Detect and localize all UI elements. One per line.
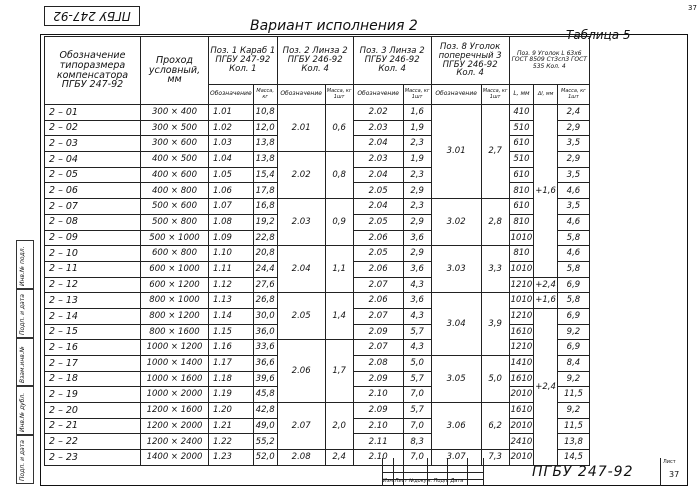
cell-poz9-mass: 4,6 [557,246,589,262]
cell-poz9-l: 810 [509,246,534,262]
cell-poz9-l: 1210 [509,277,534,293]
cell-designation: 2 – 04 [45,152,141,168]
cell-poz8-mass: 3,3 [481,246,509,293]
cell-designation: 2 – 10 [45,246,141,262]
cell-poz2-mass: 1,7 [325,340,353,403]
cell-poz3-oboz: 2.04 [353,136,403,152]
cell-passage: 500 × 800 [141,214,209,230]
page-title: Вариант исполнения 2 [250,18,418,34]
cell-poz2-mass: 2,4 [325,450,353,466]
cell-passage: 500 × 600 [141,199,209,215]
cell-poz1-mass: 36,0 [253,324,277,340]
cell-poz1-mass: 17,8 [253,183,277,199]
cell-poz9-mass: 3,5 [557,167,589,183]
cell-poz3-mass: 4,3 [403,308,431,324]
cell-poz3-oboz: 2.08 [353,356,403,372]
cell-poz3-mass: 7,0 [403,450,431,466]
cell-poz8-oboz: 3.04 [431,293,481,356]
cell-designation: 2 – 14 [45,308,141,324]
header-poz2: Поз. 2 Линза 2 ПГБУ 246-92 Кол. 4 [277,37,353,85]
cell-passage: 600 × 1200 [141,277,209,293]
cell-poz8-mass: 2,8 [481,199,509,246]
subheader-dl: Δl, мм [534,85,558,105]
cell-poz1-oboz: 1.13 [209,293,254,309]
cell-poz3-oboz: 2.07 [353,277,403,293]
table-row [45,293,590,309]
cell-passage: 400 × 800 [141,183,209,199]
cell-poz3-oboz: 2.09 [353,403,403,419]
title-block [382,458,688,486]
cell-poz8-oboz: 3.01 [431,105,481,199]
cell-poz2-mass: 1,4 [325,293,353,340]
cell-poz3-mass: 5,7 [403,403,431,419]
cell-poz9-l: 2010 [509,418,534,434]
cell-poz1-oboz: 1.05 [209,167,254,183]
cell-poz1-mass: 30,0 [253,308,277,324]
cell-poz9-l: 1010 [509,230,534,246]
sheet-box [660,458,689,486]
cell-poz3-oboz: 2.03 [353,120,403,136]
cell-passage: 300 × 600 [141,136,209,152]
cell-poz1-mass: 12,0 [253,120,277,136]
subheader-massa-1: Масса, кг [253,85,277,105]
cell-designation: 2 – 15 [45,324,141,340]
subheader-oboz-3: Обозначение [353,85,403,105]
cell-designation: 2 – 13 [45,293,141,309]
cell-passage: 600 × 1000 [141,261,209,277]
cell-poz9-l: 1610 [509,371,534,387]
cell-poz2-oboz: 2.08 [277,450,325,466]
header-poz3: Поз. 3 Линза 2 ПГБУ 246-92 Кол. 4 [353,37,431,85]
cell-poz1-oboz: 1.17 [209,356,254,372]
cell-poz3-mass: 2,3 [403,136,431,152]
cell-poz9-l: 810 [509,183,534,199]
cell-poz1-oboz: 1.23 [209,450,254,466]
cell-poz3-mass: 2,9 [403,246,431,262]
cell-poz3-oboz: 2.04 [353,167,403,183]
cell-poz9-mass: 11,5 [557,387,589,403]
cell-passage: 300 × 500 [141,120,209,136]
cell-poz9-mass: 14,5 [557,450,589,466]
cell-designation: 2 – 17 [45,356,141,372]
cell-passage: 1200 × 1600 [141,403,209,419]
cell-poz1-oboz: 1.19 [209,387,254,403]
cell-passage: 1000 × 1200 [141,340,209,356]
cell-passage: 800 × 1600 [141,324,209,340]
side-stamp-cell [16,240,34,289]
header-poz9: Поз. 9 Уголок L 63х6 ГОСТ 8509 Ст3сп3 ГОСТ 535 Кол. 4 [509,37,589,85]
subheader-l: L, мм [509,85,534,105]
cell-poz9-mass: 13,8 [557,434,589,450]
cell-designation: 2 – 06 [45,183,141,199]
side-stamp-label: Подп. и дата [19,440,26,481]
cell-passage: 1000 × 1400 [141,356,209,372]
cell-poz9-mass: 3,5 [557,199,589,215]
cell-designation: 2 – 20 [45,403,141,419]
cell-poz1-mass: 42,8 [253,403,277,419]
subheader-oboz-8: Обозначение [431,85,481,105]
cell-poz1-oboz: 1.06 [209,183,254,199]
cell-poz1-mass: 13,8 [253,152,277,168]
cell-poz9-l: 610 [509,167,534,183]
cell-poz9-mass: 9,2 [557,371,589,387]
table-label: Таблица 5 [566,28,631,42]
cell-poz9-l: 1210 [509,308,534,324]
cell-poz1-oboz: 1.04 [209,152,254,168]
cell-poz9-l: 1010 [509,293,534,309]
cell-passage: 600 × 800 [141,246,209,262]
cell-poz8-mass: 2,7 [481,105,509,199]
cell-poz3-oboz: 2.05 [353,214,403,230]
cell-poz8-oboz: 3.03 [431,246,481,293]
cell-poz3-oboz: 2.04 [353,199,403,215]
side-stamp-label: Взам.инв.№ [19,346,26,384]
cell-poz3-mass: 5,7 [403,371,431,387]
sheet-number: 37 [669,470,680,479]
cell-poz1-mass: 33,6 [253,340,277,356]
cell-poz2-oboz: 2.04 [277,246,325,293]
cell-designation: 2 – 03 [45,136,141,152]
cell-poz1-mass: 26,8 [253,293,277,309]
cell-poz1-oboz: 1.01 [209,105,254,121]
revision-captions: Изм Лист №докум. Подп. Дата [383,478,464,484]
cell-poz3-mass: 3,6 [403,230,431,246]
cell-poz9-mass: 5,8 [557,230,589,246]
cell-poz2-oboz: 2.06 [277,340,325,403]
cell-poz3-mass: 2,3 [403,167,431,183]
cell-poz9-mass: 2,9 [557,120,589,136]
table-row [45,105,590,121]
cell-poz3-oboz: 2.05 [353,246,403,262]
cell-poz1-mass: 55,2 [253,434,277,450]
cell-poz9-mass: 5,8 [557,261,589,277]
cell-poz3-oboz: 2.06 [353,230,403,246]
cell-poz9-l: 2410 [509,434,534,450]
cell-passage: 500 × 1000 [141,230,209,246]
cell-poz3-mass: 1,9 [403,152,431,168]
cell-poz3-mass: 4,3 [403,277,431,293]
cell-poz9-mass: 6,9 [557,340,589,356]
cell-poz3-oboz: 2.02 [353,105,403,121]
cell-passage: 1400 × 2000 [141,450,209,466]
cell-poz1-mass: 10,8 [253,105,277,121]
cell-poz1-mass: 24,4 [253,261,277,277]
cell-passage: 400 × 500 [141,152,209,168]
cell-poz3-oboz: 2.06 [353,293,403,309]
cell-poz3-oboz: 2.05 [353,183,403,199]
side-stamp-cell [16,289,34,338]
side-stamp-cell [16,338,34,387]
cell-poz1-mass: 16,8 [253,199,277,215]
cell-poz9-l: 1410 [509,356,534,372]
cell-poz1-mass: 39,6 [253,371,277,387]
cell-poz9-dl: +1,6 [534,293,558,309]
subheader-oboz-2: Обозначение [277,85,325,105]
table-row [45,199,590,215]
cell-passage: 400 × 600 [141,167,209,183]
cell-poz9-l: 610 [509,199,534,215]
cell-poz3-mass: 1,9 [403,120,431,136]
cell-poz9-l: 1010 [509,261,534,277]
cell-poz3-oboz: 2.11 [353,434,403,450]
cell-designation: 2 – 11 [45,261,141,277]
cell-poz9-mass: 4,6 [557,183,589,199]
cell-poz3-mass: 5,7 [403,324,431,340]
cell-poz1-mass: 27,6 [253,277,277,293]
cell-designation: 2 – 09 [45,230,141,246]
cell-poz9-l: 410 [509,105,534,121]
cell-poz9-dl: +1,6 [534,105,558,278]
cell-poz8-mass: 5,0 [481,356,509,403]
cell-poz9-mass: 2,4 [557,105,589,121]
cell-poz1-mass: 19,2 [253,214,277,230]
subheader-massa-8: Масса, кг 1шт [481,85,509,105]
spec-table-body [45,105,590,466]
cell-poz3-mass: 2,3 [403,199,431,215]
cell-poz8-mass: 3,9 [481,293,509,356]
cell-poz9-l: 1610 [509,324,534,340]
cell-poz2-oboz: 2.07 [277,403,325,450]
cell-passage: 300 × 400 [141,105,209,121]
cell-poz3-mass: 3,6 [403,293,431,309]
cell-designation: 2 – 08 [45,214,141,230]
cell-designation: 2 – 23 [45,450,141,466]
subheader-massa-2: Масса, кг 1шт [325,85,353,105]
cell-poz1-oboz: 1.18 [209,371,254,387]
header-designation: Обозначение типоразмера компенсатора ПГБУ 247-92 [45,37,141,105]
subheader-massa-3: Масса, кг 1шт [403,85,431,105]
cell-passage: 1000 × 2000 [141,387,209,403]
cell-poz3-mass: 8,3 [403,434,431,450]
revision-grid [382,458,483,486]
table-row [45,246,590,262]
cell-poz1-oboz: 1.10 [209,246,254,262]
document-code-rotated: ПГБУ 247-92 [44,6,140,26]
cell-poz1-oboz: 1.11 [209,261,254,277]
cell-passage: 800 × 1200 [141,308,209,324]
cell-poz2-oboz: 2.02 [277,152,325,199]
cell-poz1-mass: 13,8 [253,136,277,152]
cell-poz8-mass: 7,3 [481,450,509,466]
cell-poz8-oboz: 3.06 [431,403,481,450]
cell-passage: 800 × 1000 [141,293,209,309]
cell-poz3-mass: 7,0 [403,418,431,434]
header-poz8: Поз. 8 Уголок поперечный 3 ПГБУ 246-92 Кол. 4 [431,37,509,85]
cell-poz3-oboz: 2.06 [353,261,403,277]
cell-poz2-mass: 1,1 [325,246,353,293]
cell-poz9-l: 2010 [509,450,534,466]
subheader-oboz-1: Обозначение [209,85,254,105]
cell-poz3-mass: 7,0 [403,387,431,403]
cell-poz8-oboz: 3.07 [431,450,481,466]
cell-poz1-oboz: 1.21 [209,418,254,434]
side-stamp [16,240,34,484]
cell-poz9-dl: +2,4 [534,308,558,465]
cell-poz9-mass: 6,9 [557,308,589,324]
cell-poz9-mass: 11,5 [557,418,589,434]
cell-poz3-mass: 4,3 [403,340,431,356]
spec-table [44,36,590,466]
cell-designation: 2 – 02 [45,120,141,136]
cell-poz1-mass: 49,0 [253,418,277,434]
cell-designation: 2 – 01 [45,105,141,121]
cell-poz9-l: 2010 [509,387,534,403]
cell-poz2-mass: 0,6 [325,105,353,152]
cell-poz3-oboz: 2.03 [353,152,403,168]
cell-poz2-oboz: 2.01 [277,105,325,152]
cell-poz9-mass: 8,4 [557,356,589,372]
cell-poz2-oboz: 2.05 [277,293,325,340]
header-passage: Проход условный, мм [141,37,209,105]
cell-poz9-l: 510 [509,152,534,168]
cell-poz3-oboz: 2.10 [353,387,403,403]
cell-poz9-mass: 6,9 [557,277,589,293]
cell-poz1-oboz: 1.08 [209,214,254,230]
side-stamp-cell [16,435,34,484]
cell-poz1-oboz: 1.16 [209,340,254,356]
cell-designation: 2 – 07 [45,199,141,215]
cell-passage: 1200 × 2400 [141,434,209,450]
cell-poz9-l: 810 [509,214,534,230]
table-row [45,403,590,419]
cell-poz1-oboz: 1.20 [209,403,254,419]
cell-poz9-mass: 3,5 [557,136,589,152]
side-stamp-label: Инв.№ подл. [19,246,26,286]
cell-poz9-l: 610 [509,136,534,152]
cell-passage: 1000 × 1600 [141,371,209,387]
cell-poz1-mass: 36,6 [253,356,277,372]
cell-designation: 2 – 16 [45,340,141,356]
cell-poz1-mass: 45,8 [253,387,277,403]
side-stamp-cell [16,386,34,435]
cell-poz3-oboz: 2.10 [353,450,403,466]
cell-poz1-oboz: 1.07 [209,199,254,215]
cell-poz2-mass: 0,8 [325,152,353,199]
cell-poz3-oboz: 2.10 [353,418,403,434]
cell-poz2-oboz: 2.03 [277,199,325,246]
subheader-massa-9: Масса, кг 1шт [557,85,589,105]
cell-poz9-l: 1610 [509,403,534,419]
cell-poz9-mass: 9,2 [557,324,589,340]
cell-poz9-mass: 5,8 [557,293,589,309]
document-code: ПГБУ 247-92 [532,464,634,480]
cell-poz3-oboz: 2.09 [353,324,403,340]
cell-poz1-mass: 22,8 [253,230,277,246]
cell-poz3-mass: 1,6 [403,105,431,121]
cell-designation: 2 – 12 [45,277,141,293]
cell-poz1-oboz: 1.22 [209,434,254,450]
cell-poz1-oboz: 1.12 [209,277,254,293]
cell-poz2-mass: 0,9 [325,199,353,246]
cell-poz1-oboz: 1.14 [209,308,254,324]
cell-poz3-mass: 3,6 [403,261,431,277]
cell-poz1-mass: 20,8 [253,246,277,262]
cell-poz1-oboz: 1.02 [209,120,254,136]
side-stamp-label: Подп. и дата [19,293,26,335]
cell-designation: 2 – 22 [45,434,141,450]
cell-passage: 1200 × 2000 [141,418,209,434]
cell-designation: 2 – 21 [45,418,141,434]
cell-poz3-oboz: 2.07 [353,340,403,356]
cell-poz3-oboz: 2.09 [353,371,403,387]
cell-poz9-dl: +2,4 [534,277,558,293]
cell-poz9-mass: 4,6 [557,214,589,230]
side-stamp-label: Инв.№ дубл. [19,393,26,433]
cell-poz8-mass: 6,2 [481,403,509,450]
cell-poz8-oboz: 3.02 [431,199,481,246]
cell-poz9-l: 1210 [509,340,534,356]
cell-poz8-oboz: 3.05 [431,356,481,403]
cell-poz3-oboz: 2.07 [353,308,403,324]
cell-designation: 2 – 19 [45,387,141,403]
page-number: 37 [688,4,697,12]
cell-poz1-oboz: 1.03 [209,136,254,152]
cell-poz2-mass: 2,0 [325,403,353,450]
cell-poz9-mass: 9,2 [557,403,589,419]
cell-poz3-mass: 2,9 [403,183,431,199]
cell-poz3-mass: 5,0 [403,356,431,372]
cell-poz9-mass: 2,9 [557,152,589,168]
cell-designation: 2 – 05 [45,167,141,183]
cell-poz1-mass: 52,0 [253,450,277,466]
cell-poz1-mass: 15,4 [253,167,277,183]
cell-designation: 2 – 18 [45,371,141,387]
sheet-label: Лист [663,459,676,465]
cell-poz1-oboz: 1.15 [209,324,254,340]
cell-poz3-mass: 2,9 [403,214,431,230]
cell-poz1-oboz: 1.09 [209,230,254,246]
cell-poz9-l: 510 [509,120,534,136]
header-poz1: Поз. 1 Караб 1 ПГБУ 247-92 Кол. 1 [209,37,278,85]
